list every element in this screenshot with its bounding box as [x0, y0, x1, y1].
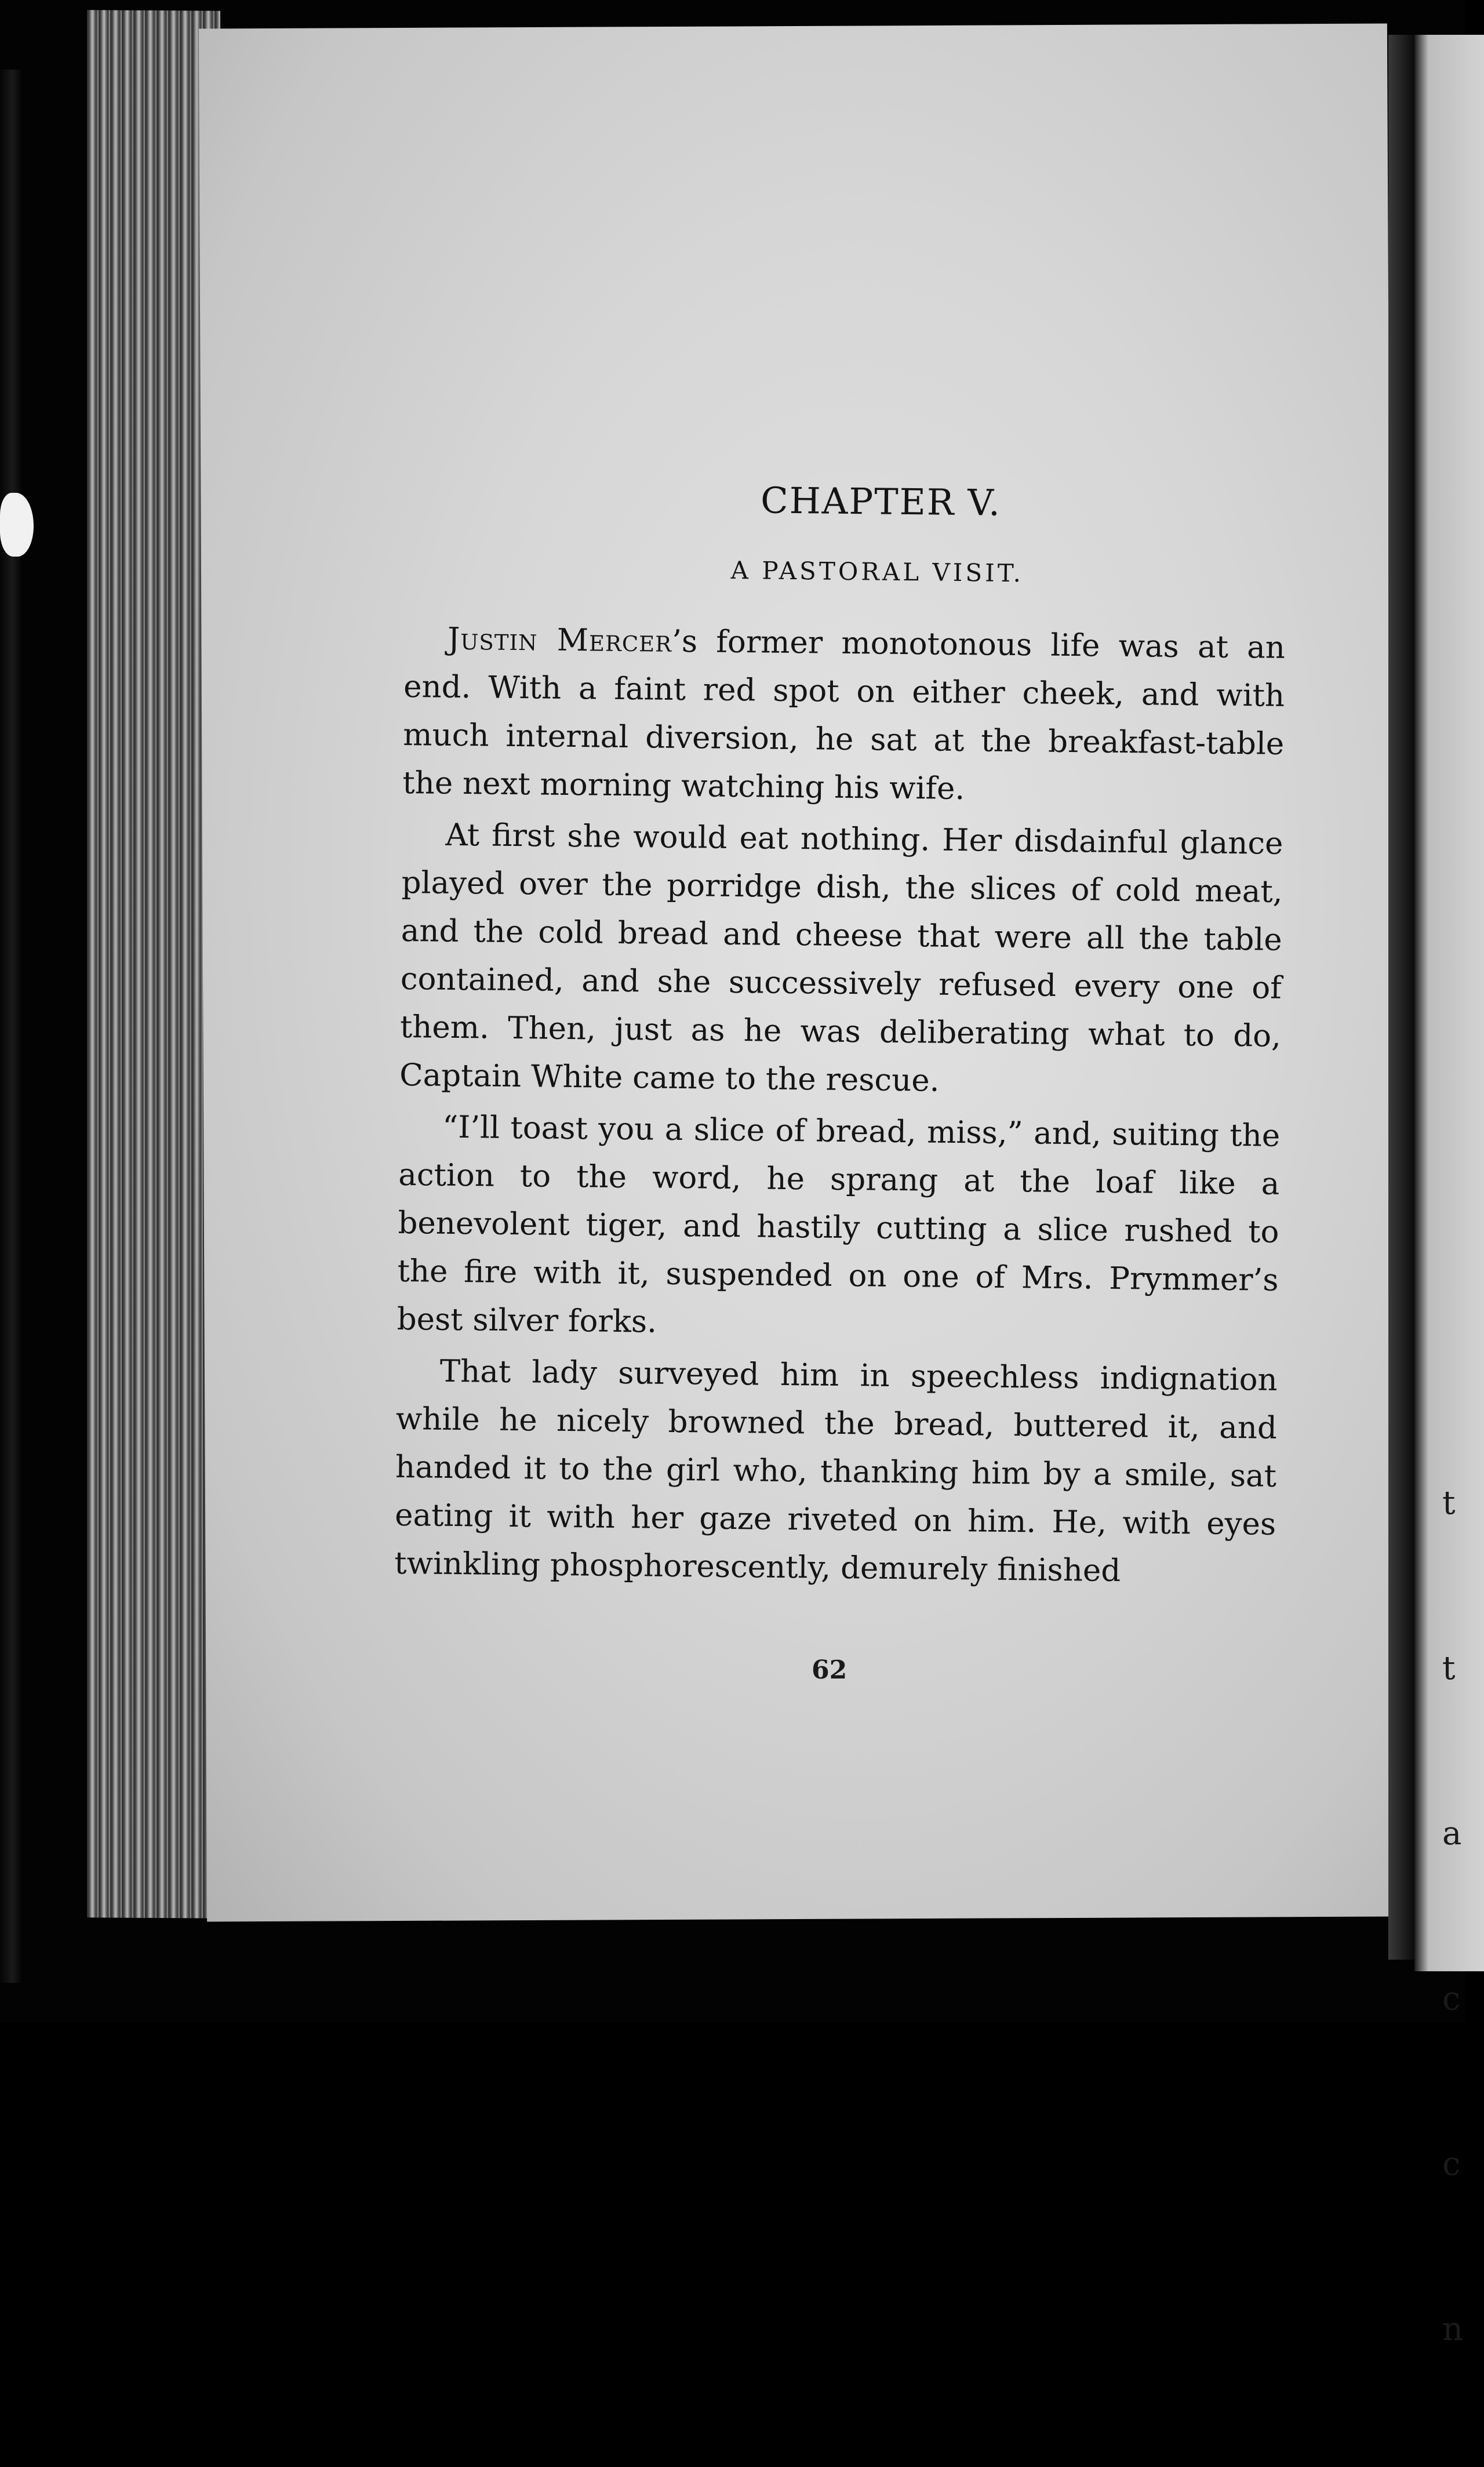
- paragraph-text: ’s former monotonous life was at an end. With a faint red spot on either cheek, and with much internal diversion, he sat at the breakfast-table the next morning watching his wife.: [402, 623, 1286, 807]
- page-text-block: [394, 475, 1287, 1600]
- page-number: 62: [812, 1655, 848, 1685]
- scan-speck: [0, 493, 34, 557]
- paragraph-2: At first she would eat nothing. Her disdainful glance played over the porridge dish, the slices of cold meat, and the cold bread and cheese that were all the table contained, and she successively refused every one of them. Then, just as he was deliberating what to do, Captain White came to the rescue.: [399, 817, 1283, 1099]
- facing-page-sliver: [0, 70, 21, 1983]
- facing-glyph: t: [1442, 1649, 1456, 1687]
- paragraph-3: “I’ll toast you a slice of bread, miss,” and, suiting the action to the word, he sprang at the loaf like a benevolent tiger, and hastily cutting a slice rushed to the fire with it, suspended on one of Mrs. Prymmer’s best silver forks.: [397, 1109, 1281, 1340]
- facing-glyph: a: [1442, 1815, 1462, 1852]
- chapter-title: CHAPTER V.: [760, 479, 1002, 524]
- facing-glyph: t: [1442, 1484, 1456, 1522]
- paragraph-lead-smallcaps: Justin Mercer: [447, 621, 672, 659]
- paragraph-1: [402, 615, 1285, 816]
- facing-page-glyphs: [1442, 1365, 1465, 2467]
- chapter-subtitle: A PASTORAL VISIT.: [730, 555, 1024, 588]
- facing-glyph: c: [1442, 2145, 1461, 2183]
- book-gutter: [1388, 35, 1414, 1960]
- facing-glyph: n: [1442, 2310, 1464, 2348]
- paragraph-4: That lady surveyed him in speechless indignation while he nicely browned the bread, buttered it, and handed it to the girl who, thanking him by a smile, sat eating it with her gaze riveted on him. He, with eyes twinkling phosphorescently, demurely finished: [394, 1353, 1278, 1589]
- facing-glyph: c: [1442, 1980, 1461, 2018]
